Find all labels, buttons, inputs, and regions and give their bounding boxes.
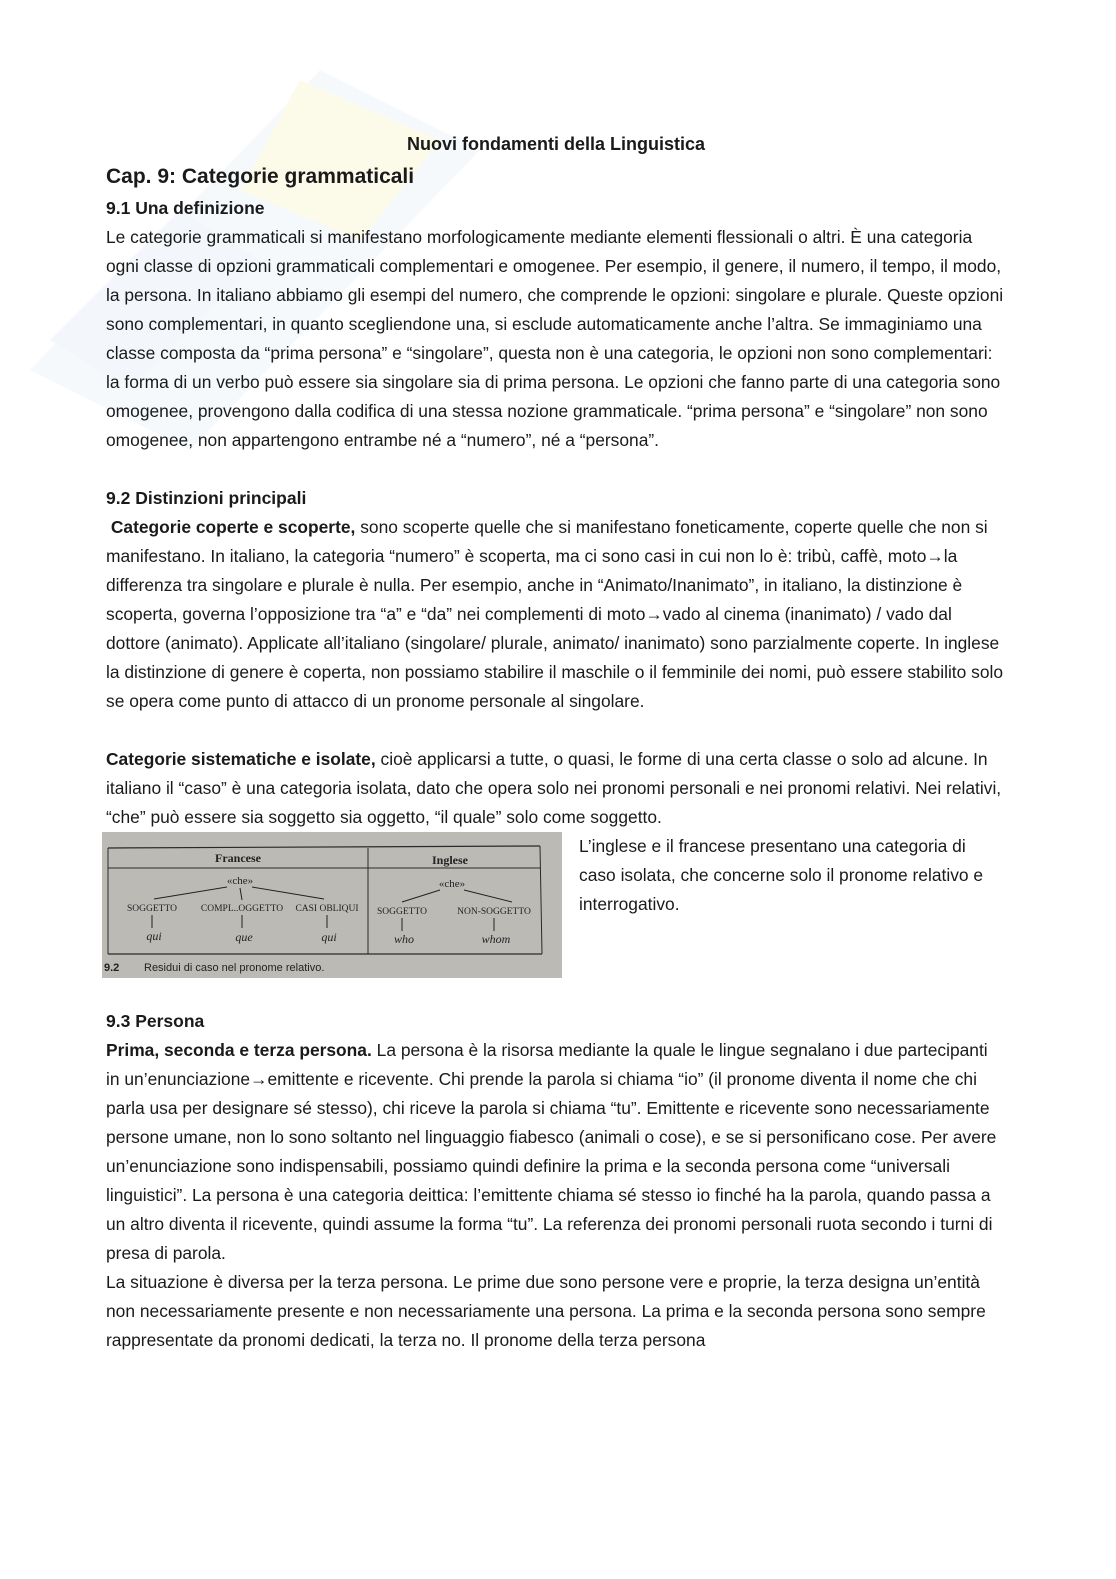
- figure-label-en-non-soggetto: NON-SOGGETTO: [457, 907, 531, 917]
- paragraph-coperte-scoperte: Categorie coperte e scoperte, sono scoperte quelle che si manifestano foneticamente, coperte quelle che non si manifestano. In italiano, la categoria “numero” è scoperta, ma ci sono casi in cui non lo è: tribù, caffè, moto→la differenza tra singolare e plurale è nulla. Per esempio, anche in “Animato/Inanimato”, in italiano, la distinzione è scoperta, governa l’opposizione tra “a” e “da” nei complementi di moto→vado al cinema (inanimato) / vado dal dottore (animato). Applicate all’italiano (singolare/ plurale, animato/ inanimato) sono parzialmente coperte. In inglese la distinzione di genere è coperta, non possiamo stabilire il maschile o il femminile dei nomi, può essere stabilito solo se opera come punto di attacco di un pronome personale al singolare.: [106, 517, 1004, 711]
- figure-row: [102, 832, 1006, 978]
- figure-relative-pronoun-case: [102, 832, 562, 978]
- document-page: [106, 128, 1006, 1355]
- paragraph-persona: Prima, seconda e terza persona. La persona è la risorsa mediante la quale le lingue segnalano i due partecipanti in un’enunciazione→emittente e ricevente. Chi prende la parola si chiama “io” (il pronome diventa il nome che chi parla usa per designare sé stesso), chi riceve la parola si chiama “tu”. Emittente e ricevente sono necessariamente persone umane, non lo sono soltanto nel linguaggio fiabesco (animali o cose), e se si personificano cose. Per avere un’enunciazione sono indispensabili, possiamo quindi definire la prima e la seconda persona come “universali linguistici”. La persona è una categoria deittica: l’emittente chiama sé stesso io finché ha la parola, quando passa a un altro diventa il ricevente, quindi assume la forma “tu”. La referenza dei pronomi personali ruota secondo i turni di presa di parola.: [106, 1040, 997, 1263]
- arrow-icon: →: [250, 1069, 268, 1089]
- term-prima-seconda-terza: Prima, seconda e terza persona.: [106, 1040, 372, 1060]
- document-title: Nuovi fondamenti della Linguistica: [406, 134, 706, 154]
- term-sistematiche-isolate: Categorie sistematiche e isolate,: [106, 749, 376, 769]
- arrow-icon: →: [926, 546, 944, 566]
- section-heading-9-1: 9.1 Una definizione: [106, 198, 265, 218]
- section-heading-9-2: 9.2 Distinzioni principali: [106, 488, 307, 508]
- figure-col-inglese: Inglese: [432, 853, 468, 867]
- figure-node-che-fr: «che»: [226, 875, 254, 887]
- figure-label-en-soggetto: SOGGETTO: [377, 907, 427, 917]
- figure-form-fr-qui-1: qui: [146, 929, 162, 943]
- figure-caption: Residui di caso nel pronome relativo.: [144, 962, 325, 974]
- figure-form-fr-que: que: [235, 930, 253, 944]
- figure-form-en-who: who: [393, 932, 415, 946]
- paragraph-terza-persona: La situazione è diversa per la terza persona. Le prime due sono persone vere e proprie, la terza designa un’entità non necessariamente presente e non necessariamente una persona. La prima e la seconda persona sono sempre rappresentate da pronomi dedicati, la terza no. Il pronome della terza persona: [106, 1272, 986, 1350]
- paragraph-sistematiche-isolate: Categorie sistematiche e isolate, cioè applicarsi a tutte, o quasi, le forme di una certa classe o solo ad alcune. In italiano il “caso” è una categoria isolata, dato che opera solo nei pronomi personali e nei pronomi relativi. Nei relativi, “che” può essere sia soggetto sia oggetto, “il quale” solo come soggetto.: [106, 749, 1002, 827]
- chapter-title: Cap. 9: Categorie grammaticali: [106, 165, 415, 188]
- figure-label-fr-soggetto: SOGGETTO: [127, 904, 177, 914]
- figure-form-fr-qui-2: qui: [321, 930, 337, 944]
- paragraph-definition: Le categorie grammaticali si manifestano morfologicamente mediante elementi flessionali o altri. È una categoria ogni classe di opzioni grammaticali complementari e omogenee. Per esempio, il genere, il numero, il tempo, il modo, la persona. In italiano abbiamo gli esempi del numero, che comprende le opzioni: singolare e plurale. Queste opzioni sono complementari, in quanto scegliendone una, si esclude automaticamente anche l’altra. Se immaginiamo una classe composta da “prima persona” e “singolare”, questa non è una categoria, le opzioni non sono complementari: la forma di un verbo può essere sia singolare sia di prima persona. Le opzioni che fanno parte di una categoria sono omogenee, provengono dalla codifica di una stessa nozione grammaticale. “prima persona” e “singolare” non sono omogenee, non appartengono entrambe né a “numero”, né a “persona”.: [106, 227, 1004, 450]
- arrow-icon: →: [645, 604, 663, 624]
- paragraph-figure-side: L’inglese e il francese presentano una categoria di caso isolata, che concerne solo il pronome relativo e interrogativo.: [579, 836, 984, 914]
- figure-label-fr-complemento: COMPL..OGGETTO: [200, 904, 284, 914]
- figure-node-che-en: «che»: [438, 878, 466, 890]
- figure-col-francese: Francese: [215, 851, 261, 865]
- term-coperte-scoperte: Categorie coperte e scoperte,: [110, 517, 356, 537]
- figure-caption-number: 9.2: [104, 962, 120, 974]
- figure-label-fr-casi-obliqui: CASI OBLIQUI: [295, 904, 359, 914]
- section-heading-9-3: 9.3 Persona: [106, 1011, 205, 1031]
- figure-form-en-whom: whom: [481, 932, 511, 946]
